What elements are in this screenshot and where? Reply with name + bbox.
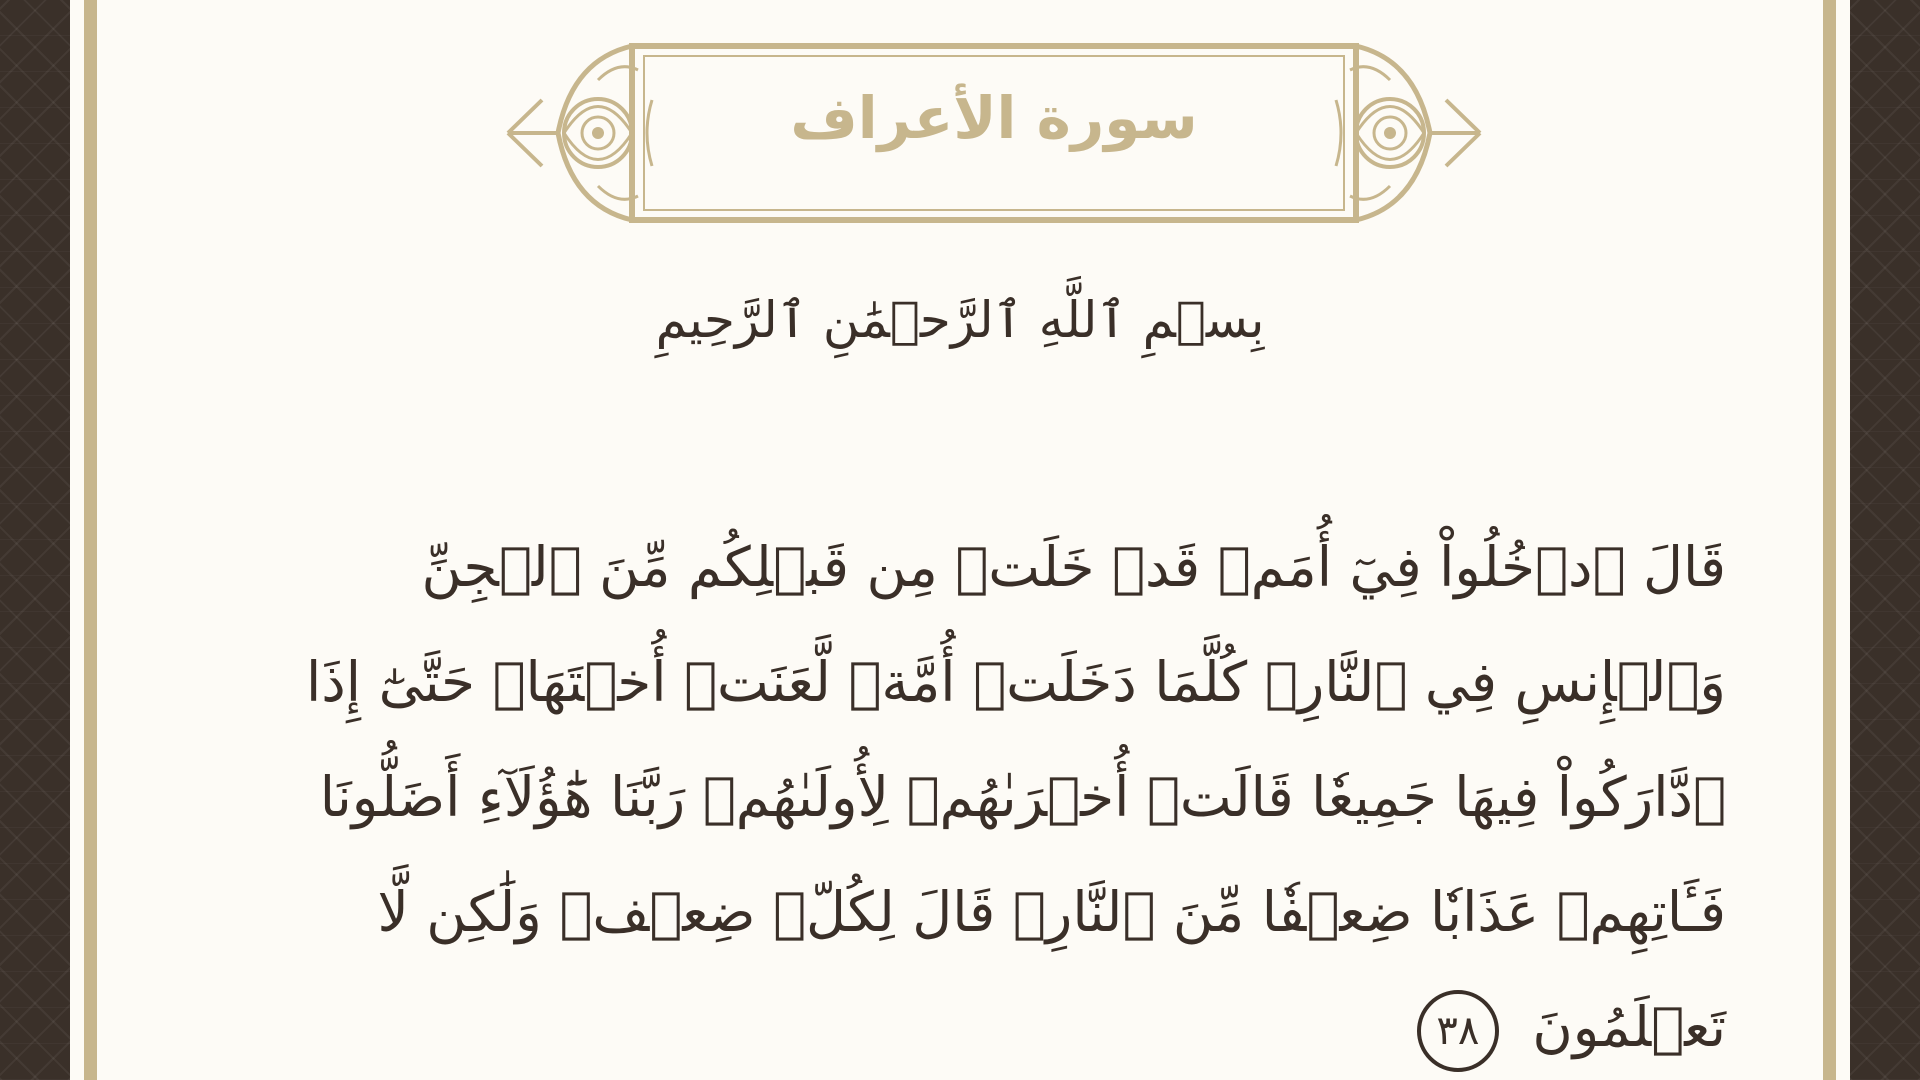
- verse-text: قَالَ ٱدۡخُلُواْ فِيٓ أُمَمٖ قَدۡ خَلَتۡ مِن قَبۡلِكُم مِّنَ ٱلۡجِنِّ وَٱلۡإِنسِ فِي ٱلنَّارِۖ كُلَّمَا دَخَلَتۡ أُمَّةٞ لَّعَنَتۡ أُخۡتَهَاۖ حَتَّىٰٓ إِذَا ٱدَّارَكُواْ فِيهَا جَمِيعٗا قَالَتۡ أُخۡرَىٰهُمۡ لِأُولَىٰهُمۡ رَبَّنَا هَٰٓؤُلَآءِ أَضَلُّونَا فَـَٔاتِهِمۡ عَذَابٗا ضِعۡفٗا مِّنَ ٱلنَّارِۖ قَالَ لِكُلّٖ ضِعۡفٞ وَلَٰكِن لَّا تَعۡلَمُونَ: [306, 535, 1726, 1059]
- ayah-number-marker: ٣٨: [1417, 990, 1499, 1072]
- page-border-left: [84, 0, 97, 1080]
- verse-block: [230, 510, 1726, 1080]
- basmala: بِسۡمِ ٱللَّهِ ٱلرَّحۡمَٰنِ ٱلرَّحِيمِ: [655, 291, 1265, 349]
- surah-title: سورة الأعراف: [790, 84, 1198, 152]
- right-decorative-border: [1850, 0, 1920, 1080]
- left-decorative-border: [0, 0, 70, 1080]
- mushaf-page: [70, 0, 1850, 1080]
- page-border-right: [1823, 0, 1836, 1080]
- surah-header-frame: [502, 40, 1486, 226]
